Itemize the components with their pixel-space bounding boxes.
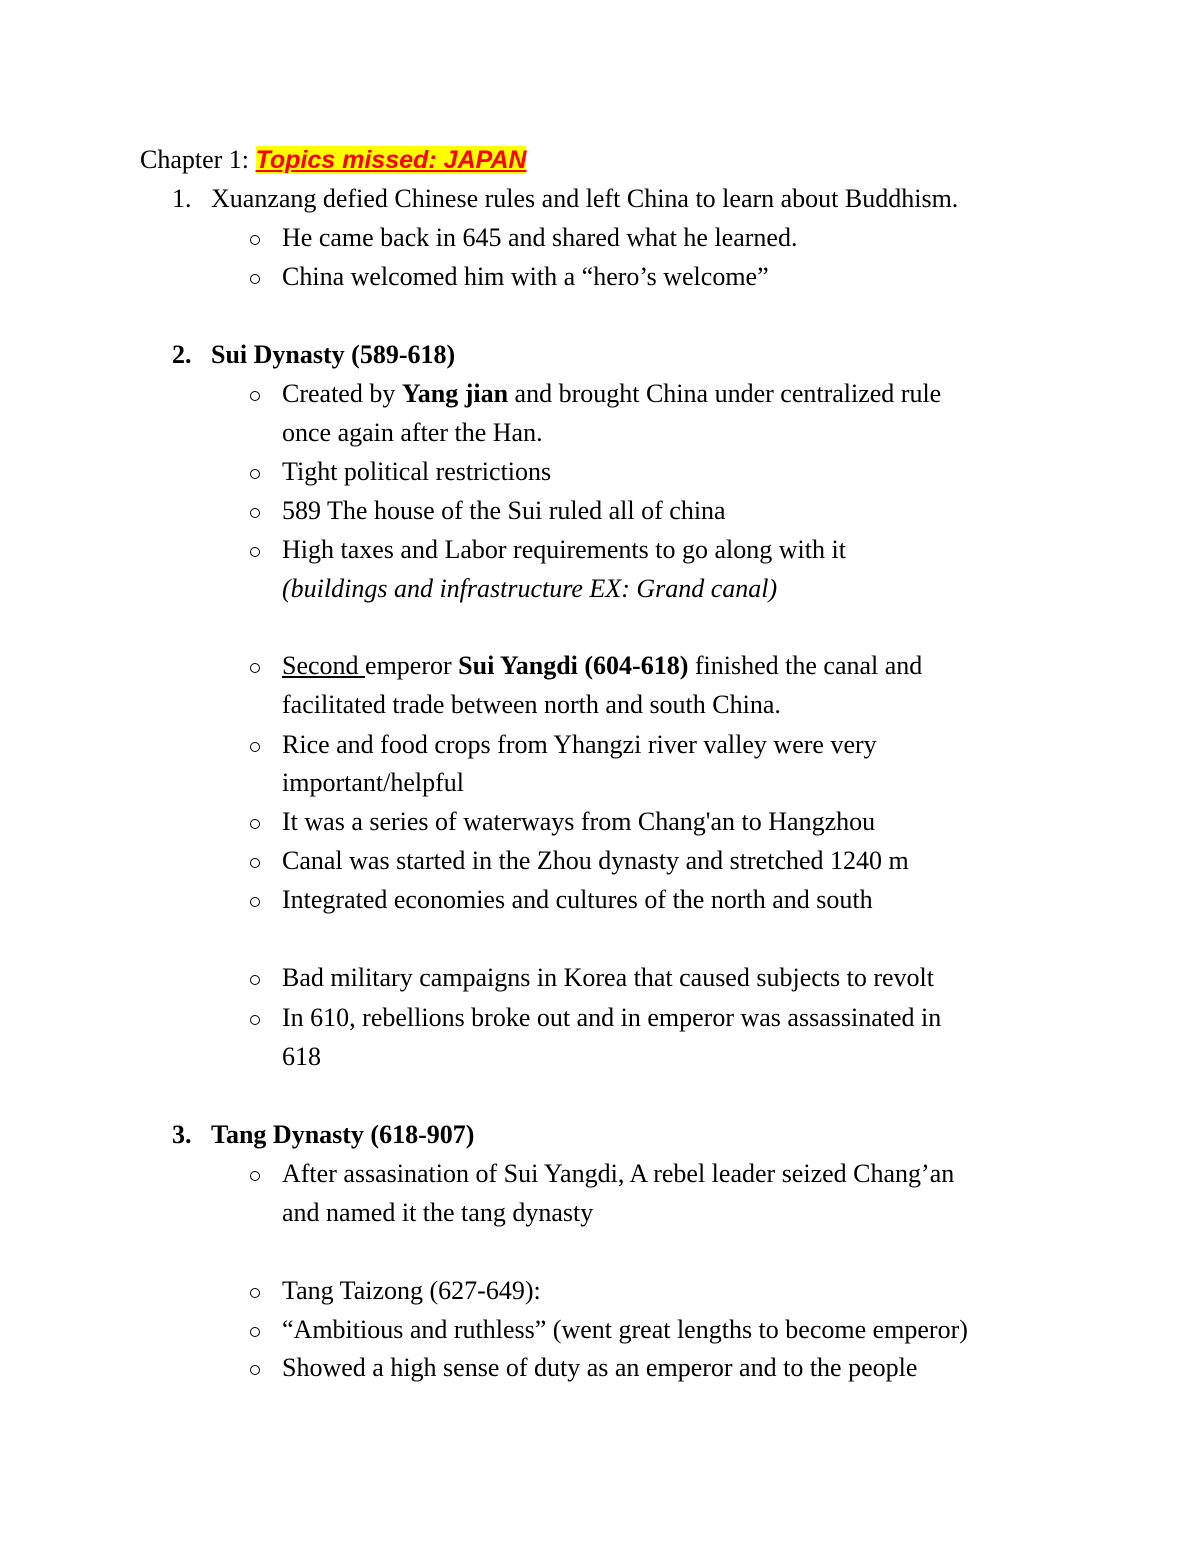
tang-bullet-2: Tang Taizong (627-649):: [282, 1276, 541, 1305]
bullet-icon: [248, 457, 264, 487]
bullet-icon: [248, 1353, 264, 1383]
sui-bullet-4: High taxes and Labor requirements to go along with it: [282, 535, 846, 564]
text-run: emperor: [365, 651, 459, 680]
tang-bullet-1: After assasination of Sui Yangdi, A rebel leader seized Chang’an: [282, 1159, 955, 1188]
bullet-icon: [248, 1159, 264, 1189]
bullet-icon: [248, 963, 264, 993]
second-underlined: Second: [282, 651, 366, 680]
bullet-icon: [248, 262, 264, 292]
bullet-icon: [248, 1003, 264, 1033]
bullet-icon: [248, 885, 264, 915]
bullet-icon: [248, 807, 264, 837]
sui-bullet-4-italic: (buildings and infrastructure EX: Grand canal): [282, 574, 778, 603]
sui-bullet-6-cont: important/helpful: [282, 768, 464, 797]
tang-bullet-3: “Ambitious and ruthless” (went great lengths to become emperor): [282, 1315, 968, 1344]
bullet-icon: [248, 379, 264, 409]
tang-bullet-4: Showed a high sense of duty as an emperor and to the people: [282, 1353, 918, 1382]
item-3-number: 3.: [172, 1120, 192, 1149]
item-2-number: 2.: [172, 340, 192, 369]
bullet-icon: [248, 730, 264, 760]
bullet-icon: [248, 496, 264, 526]
sui-bullet-8: Canal was started in the Zhou dynasty and stretched 1240 m: [282, 846, 909, 875]
sui-dynasty-title: Sui Dynasty (589-618): [211, 340, 456, 369]
bullet-icon: [248, 1315, 264, 1345]
sui-bullet-11: In 610, rebellions broke out and in emperor was assassinated in: [282, 1003, 942, 1032]
sui-bullet-9: Integrated economies and cultures of the north and south: [282, 885, 873, 914]
item-1-text: Xuanzang defied Chinese rules and left China to learn about Buddhism.: [211, 184, 959, 213]
sui-bullet-10: Bad military campaigns in Korea that caused subjects to revolt: [282, 963, 934, 992]
sui-yangdi-bold: Sui Yangdi (604-618): [458, 651, 689, 680]
bullet-icon: [248, 846, 264, 876]
bullet-icon: [248, 223, 264, 253]
chapter-label: Chapter 1:: [140, 145, 256, 174]
text-run: Created by: [282, 379, 402, 408]
text-run: and brought China under centralized rule: [508, 379, 942, 408]
yang-jian-bold: Yang jian: [401, 379, 509, 408]
sui-bullet-1-cont: once again after the Han.: [282, 418, 543, 447]
sui-bullet-3: 589 The house of the Sui ruled all of china: [282, 496, 726, 525]
text-run: finished the canal and: [688, 651, 923, 680]
sui-bullet-7: It was a series of waterways from Chang'an to Hangzhou: [282, 807, 876, 836]
bullet-icon: [248, 535, 264, 565]
sui-bullet-5-cont: facilitated trade between north and south China.: [282, 690, 781, 719]
sui-bullet-2: Tight political restrictions: [282, 457, 552, 486]
item-1-number: 1.: [172, 184, 192, 213]
sui-bullet-6: Rice and food crops from Yhangzi river valley were very: [282, 730, 877, 759]
topics-missed-highlight: Topics missed: JAPAN: [255, 146, 527, 174]
sui-bullet-11-cont: 618: [282, 1042, 321, 1071]
item-1-bullet-2: China welcomed him with a “hero’s welcome”: [282, 262, 769, 291]
bullet-icon: [248, 651, 264, 681]
chapter-heading: [140, 145, 526, 175]
bullet-icon: [248, 1276, 264, 1306]
sui-bullet-1: [282, 379, 941, 409]
tang-dynasty-title: Tang Dynasty (618-907): [211, 1120, 475, 1149]
item-1-bullet-1: He came back in 645 and shared what he learned.: [282, 223, 798, 252]
tang-bullet-1-cont: and named it the tang dynasty: [282, 1198, 594, 1227]
sui-bullet-5: [282, 651, 922, 681]
